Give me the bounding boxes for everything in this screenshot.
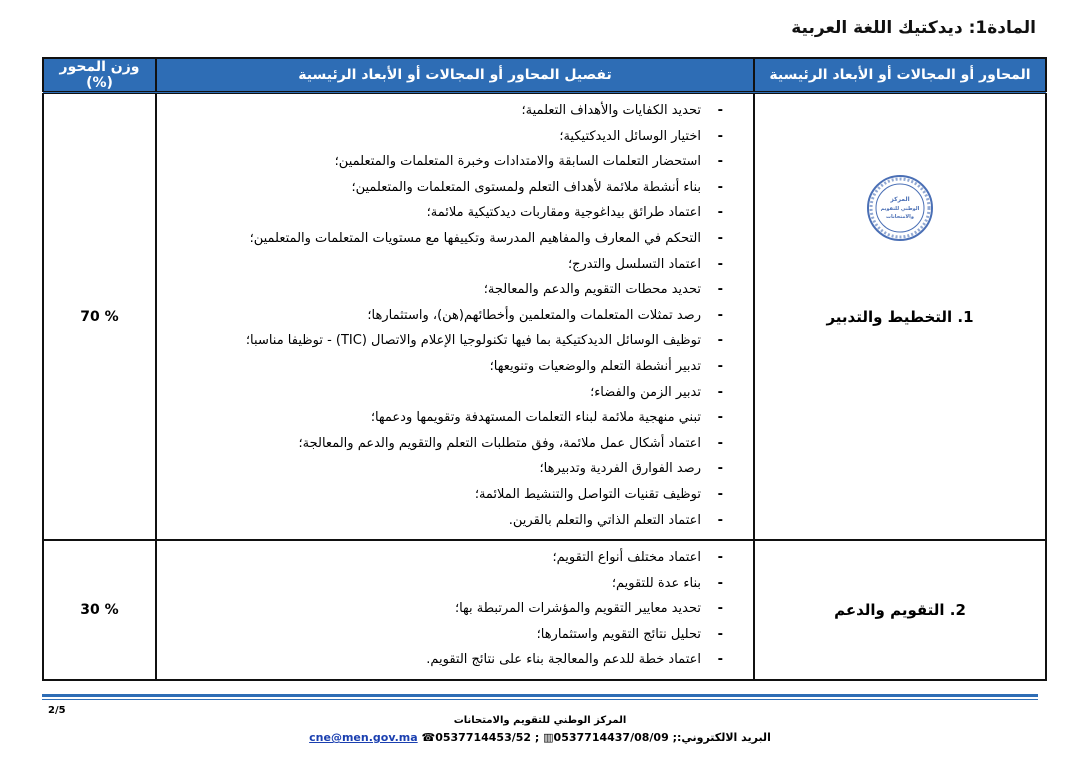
axis-label: 2. التقويم والدعم	[834, 601, 966, 620]
fax-icon: ▥	[543, 731, 554, 744]
list-item: - رصد الفوارق الفردية وتدبيرها؛	[157, 458, 753, 484]
list-item: - توظيف الوسائل الديدكتيكية بما فيها تكنولوجيا الإعلام والاتصال (TIC) - توظيفا مناسبا؛	[157, 330, 753, 356]
phone-icon: ☎	[421, 731, 436, 744]
competency-table	[42, 57, 1047, 681]
list-item: - تحليل نتائج التقويم واستثمارها؛	[157, 624, 753, 650]
item-list	[157, 94, 753, 539]
item-list	[157, 541, 753, 679]
axis-label: 1. التخطيط والتدبير	[826, 307, 974, 326]
header-axis: المحاور أو المجالات أو الأبعاد الرئيسية	[754, 58, 1046, 93]
footer-rule-thin	[42, 699, 1038, 700]
list-item: - اعتماد أشكال عمل ملائمة، وفق متطلبات التعلم والتقويم والدعم والمعالجة؛	[157, 433, 753, 459]
seal-text-bottom: والامتحانات	[886, 214, 914, 220]
table-header-row	[43, 58, 1046, 93]
table-row	[43, 540, 1046, 680]
list-item: - تدبير أنشطة التعلم والوضعيات وتنويعها؛	[157, 356, 753, 382]
list-item: - اعتماد طرائق بيداغوجية ومقاربات ديدكتيكية ملائمة؛	[157, 202, 753, 228]
list-item: - رصد تمثلات المتعلمات والمتعلمين وأخطائهم(هن)، واستثمارها؛	[157, 305, 753, 331]
subject-title: المادة1: ديدكتيك اللغة العربية	[791, 18, 1036, 38]
page-number: 2/5	[48, 705, 66, 716]
list-item: - تحديد محطات التقويم والدعم والمعالجة؛	[157, 279, 753, 305]
list-item: - توظيف تقنيات التواصل والتنشيط الملائمة؛	[157, 484, 753, 510]
official-seal-icon	[866, 174, 934, 242]
list-item: - اعتماد التعلم الذاتي والتعلم بالقرين.	[157, 510, 753, 536]
list-item: - تحديد معايير التقويم والمؤشرات المرتبطة بها؛	[157, 598, 753, 624]
fax-number: 0537714437/08/09 ;	[553, 731, 677, 744]
axis-cell	[754, 540, 1046, 680]
email-label: البريد الالكتروني:	[676, 731, 771, 744]
seal-text-top: المركز	[890, 196, 910, 203]
footer-contact	[0, 731, 1080, 744]
header-weight: وزن المحور (%)	[43, 58, 156, 93]
list-item: - اعتماد التسلسل والتدرج؛	[157, 254, 753, 280]
list-item: - تدبير الزمن والفضاء؛	[157, 382, 753, 408]
list-item: - اختيار الوسائل الديدكتيكية؛	[157, 126, 753, 152]
weight-cell: 70 %	[43, 93, 156, 541]
list-item: - بناء أنشطة ملائمة لأهداف التعلم ولمستوى المتعلمات والمتعلمين؛	[157, 177, 753, 203]
footer-rule	[42, 694, 1038, 697]
header-details: تفصيل المحاور أو المجالات أو الأبعاد الرئيسية	[156, 58, 754, 93]
table-row	[43, 93, 1046, 541]
list-item: - اعتماد خطة للدعم والمعالجة بناء على نتائج التقويم.	[157, 649, 753, 675]
details-cell	[156, 93, 754, 541]
list-item: - استحضار التعلمات السابقة والامتدادات وخبرة المتعلمات والمتعلمين؛	[157, 151, 753, 177]
details-cell	[156, 540, 754, 680]
email-link[interactable]: cne@men.gov.ma	[309, 731, 418, 744]
list-item: - تحديد الكفايات والأهداف التعلمية؛	[157, 100, 753, 126]
phone-number: 0537714453/52 ;	[435, 731, 540, 744]
list-item: - تبني منهجية ملائمة لبناء التعلمات المستهدفة وتقويمها ودعمها؛	[157, 407, 753, 433]
weight-cell: 30 %	[43, 540, 156, 680]
list-item: - التحكم في المعارف والمفاهيم المدرسة وتكييفها مع مستويات المتعلمات والمتعلمين؛	[157, 228, 753, 254]
list-item: - اعتماد مختلف أنواع التقويم؛	[157, 547, 753, 573]
axis-cell	[754, 93, 1046, 541]
seal-text-mid: الوطني للتقويم	[880, 206, 920, 212]
footer-organization: المركز الوطني للتقويم والامتحانات	[453, 715, 627, 726]
list-item: - بناء عدة للتقويم؛	[157, 573, 753, 599]
